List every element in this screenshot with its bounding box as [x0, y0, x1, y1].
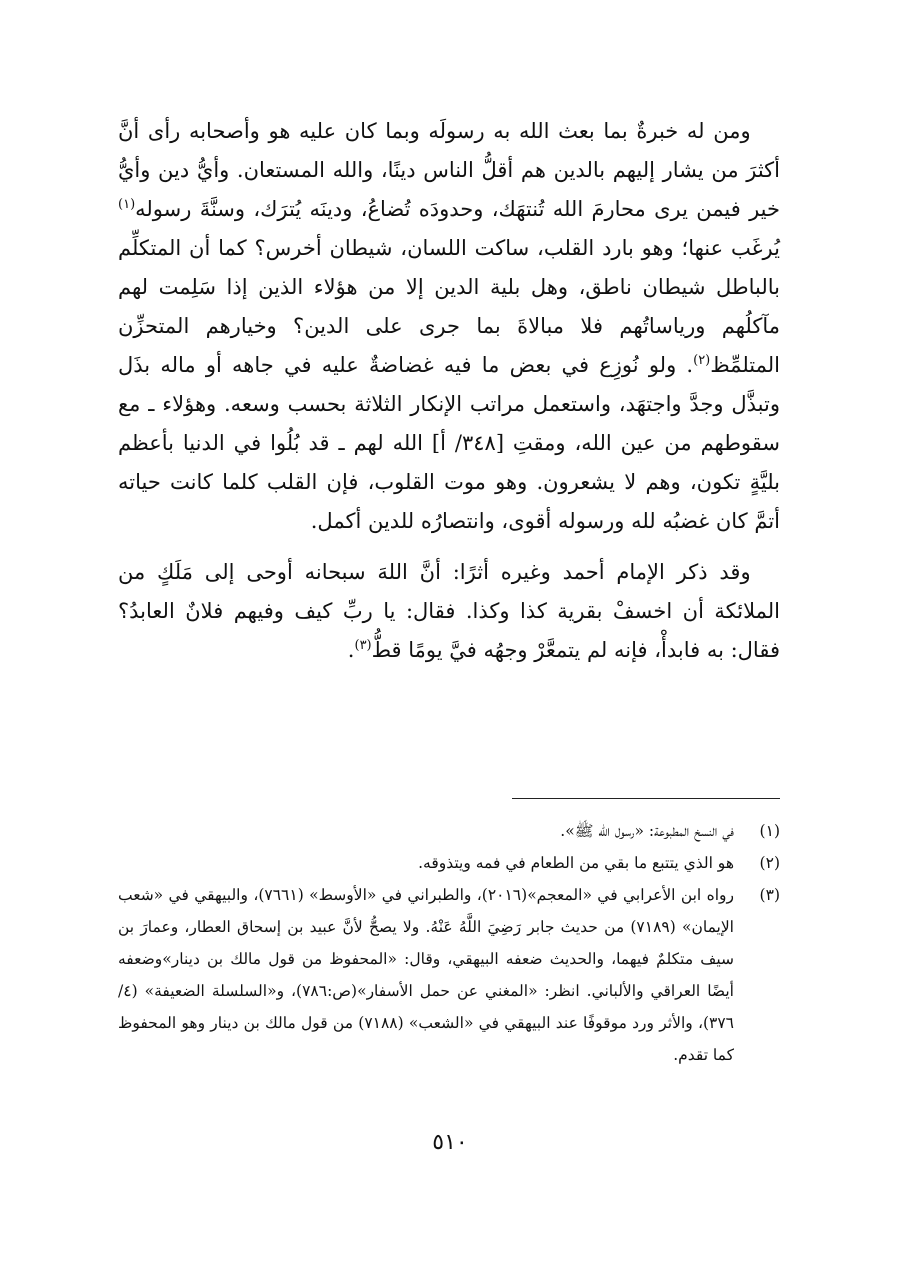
footnotes: [118, 815, 780, 1071]
paragraph-2-part-b: .: [347, 638, 355, 662]
footnote-1: [118, 815, 780, 847]
paragraph-1: [118, 112, 780, 541]
paragraph-1-part-c: . ولو نُوزِع في بعض ما فيه غضاضةٌ عليه في جاهه أو ماله بذَل وتبذَّل وجدَّ واجتهَد، واستعمل مراتب الإنكار الثلاثة بحسب وسعه. وهؤلاء ـ مع سقوطهم من عين الله، ومقتِ [٣٤٨/ أ] الله لهم ـ قد بُلُوا في الدنيا بأعظم بليَّةٍ تكون، وهم لا يشعرون. وهو موت القلوب، فإن القلب كلما كانت حياته أتمَّ كان غضبُه لله ورسوله أقوى، وانتصارُه للدين أكمل.: [118, 353, 780, 533]
main-text: [118, 112, 780, 670]
paragraph-2: [118, 553, 780, 670]
footnote-ref-2: (٢): [693, 353, 711, 368]
footnote-text: هو الذي يتتبع ما بقي من الطعام في فمه ويتذوقه.: [418, 854, 734, 872]
footnote-number: (٣): [759, 886, 780, 904]
page-number: ٥١٠: [432, 1130, 468, 1155]
footnote-ref-1: (١): [118, 197, 136, 212]
footnote-2: [118, 847, 780, 879]
footnote-text: رواه ابن الأعرابي في «المعجم»(٢٠١٦)، والطبراني في «الأوسط» (٧٦٦١)، والبيهقي في «شعب الإيمان» (٧١٨٩) من حديث جابر رَضِيَ اللَّهُ عَنْهُ. ولا يصحُّ لأنَّ عبيد بن إسحاق العطار، وعمارَ بن سيف متكلمٌ فيهما، والحديث ضعفه البيهقي، وقال: «المحفوظ من قول مالك بن دينار»وضعفه أيضًا العراقي والألباني. انظر: «المغني عن حمل الأسفار»(ص:٧٨٦)، و«السلسلة الضعيفة» (٤/ ٣٧٦)، والأثر ورد موقوفًا عند البيهقي في «الشعب» (٧١٨٨) من قول مالك بن دينار وهو المحفوظ كما تقدم.: [118, 886, 734, 1064]
footnote-number: (٢): [759, 854, 780, 872]
footnote-number: (١): [759, 822, 780, 840]
paragraph-1-part-b: يُرغَب عنها؛ وهو بارد القلب، ساكت اللسان، شيطان أخرس؟ كما أن المتكلِّم بالباطل شيطان ناطق، وهل بلية الدين إلا من هؤلاء الذين إذا سَلِمت لهم مآكلُهم ورياساتُهم فلا مبالاةَ بما جرى على الدين؟ وخيارهم المتحزِّن المتلمِّظ: [118, 236, 780, 377]
paragraph-2-part-a: وقد ذكر الإمام أحمد وغيره أثرًا: أنَّ اللهَ سبحانه أوحى إلى مَلَكٍ من الملائكة أن اخسفْ بقرية كذا وكذا. فقال: يا ربِّ كيف وفيهم فلانٌ العابدُ؟ فقال: به فابدأْ، فإنه لم يتمعَّرْ وجهُه فيَّ يومًا قطُّ: [118, 560, 780, 662]
footnote-separator: [512, 798, 780, 799]
footnote-ref-3: (٣): [354, 638, 372, 653]
footnote-text: في النسخ المطبوعة: «رسول الله ﷺ».: [560, 822, 734, 840]
paragraph-1-part-a: ومن له خبرةٌ بما بعث الله به رسولَه وبما كان عليه هو وأصحابه رأى أنَّ أكثرَ من يشار إليهم بالدين هم أقلُّ الناس دينًا، والله المستعان. وأيُّ دين وأيُّ خير فيمن يرى محارمَ الله تُنتهَك، وحدودَه تُضاعُ، ودينَه يُترَك، وسنَّةَ رسوله: [118, 119, 780, 221]
footnote-3: [118, 879, 780, 1071]
